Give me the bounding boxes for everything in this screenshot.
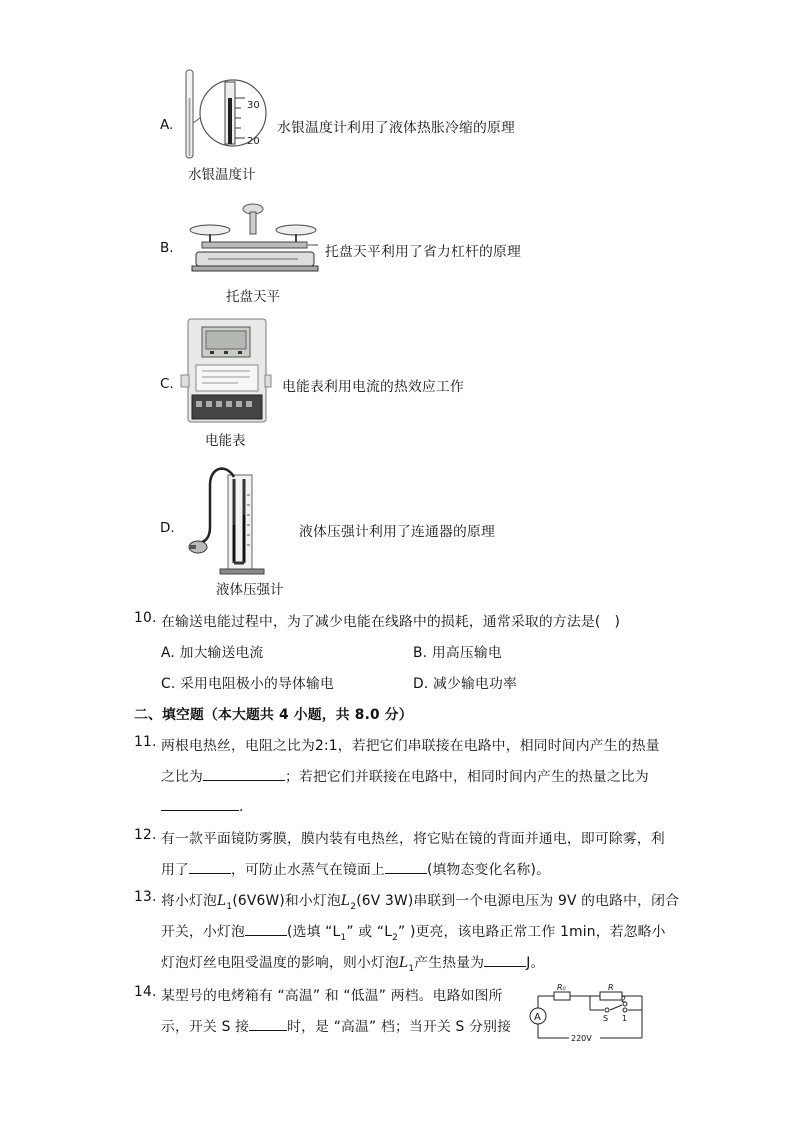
q13-text-i: 产生热量为 <box>414 955 485 971</box>
switch-s <box>610 1005 622 1010</box>
switch-label: S <box>603 1014 609 1023</box>
q12-answer-blank-2[interactable] <box>385 859 427 874</box>
option-d-caption: 液体压强计 <box>216 582 284 598</box>
q13-l1-symbol: L <box>217 893 227 909</box>
resistor-r <box>600 992 622 1000</box>
q13-text-a: 将小灯泡 <box>161 893 217 909</box>
q13-text-c: (6V 3W)串联到一个电源电压为 9V 的电路中，闭合 <box>356 893 680 909</box>
q10-choice-b: B. 用高压输电 <box>413 645 502 661</box>
thermometer-scale-bottom: 20 <box>247 136 260 147</box>
option-d-text: 液体压强计利用了连通器的原理 <box>299 524 495 540</box>
section-heading: 二、填空题（本大题共 4 小题，共 8.0 分） <box>134 707 413 723</box>
q14-text-b: 时，是 “高温” 档；当开关 S 分别接 <box>287 1019 512 1035</box>
balance-scale-icon <box>188 200 323 285</box>
q11-answer-blank-1[interactable] <box>203 766 285 781</box>
q13-text-f: ” 或 “L <box>346 924 393 940</box>
q10-choice-a: A. 加大输送电流 <box>161 645 264 661</box>
option-d-letter: D. <box>160 520 175 536</box>
q13-line3 <box>161 951 545 974</box>
q13-answer-blank-1[interactable] <box>245 921 287 936</box>
option-b-caption: 托盘天平 <box>226 289 280 305</box>
ammeter-label: A <box>534 1012 541 1023</box>
q13-l1-symbol-2: L <box>398 955 409 971</box>
r0-label: R₀ <box>557 983 566 992</box>
q14-line2 <box>161 1015 511 1035</box>
voltage-label: 220V <box>571 1034 592 1043</box>
q14-line1: 某型号的电烤箱有 “高温” 和 “低温” 两档。电路如图所 <box>161 988 503 1004</box>
option-a-letter: A. <box>160 117 174 133</box>
option-c-caption: 电能表 <box>205 433 246 449</box>
q13-opt2-sub: 2 <box>392 932 399 943</box>
circuit-diagram <box>524 980 652 1046</box>
electric-meter-icon <box>178 317 273 425</box>
q11-text-b: ；若把它们并联接在电路中，相同时间内产生的热量之比为 <box>285 769 649 785</box>
q12-line1: 有一款平面镜防雾膜，膜内装有电热丝，将它贴在镜的背面并通电，即可除雾，利 <box>161 831 665 847</box>
q14-answer-blank-1[interactable] <box>249 1016 287 1031</box>
q10-choice-c: C. 采用电阻极小的导体输电 <box>161 676 334 692</box>
q13-text-d: 开关，小灯泡 <box>161 924 245 940</box>
thermometer-scale-top: 30 <box>247 100 260 111</box>
q13-number: 13. <box>134 889 157 905</box>
switch-pos2-label: 2 <box>621 995 627 1004</box>
option-a-text: 水银温度计利用了液体热胀冷缩的原理 <box>277 120 515 136</box>
q13-text-j: J。 <box>526 955 545 971</box>
q13-l1-sub-2: 1 <box>408 963 415 974</box>
switch-pos1-label: 1 <box>622 1014 628 1023</box>
q11-line3 <box>161 796 244 815</box>
q10-choice-d: D. 减少输电功率 <box>413 676 517 692</box>
q12-number: 12. <box>134 827 157 843</box>
q13-text-b: (6V6W)和小灯泡 <box>232 893 341 909</box>
q13-text-g: ” )更亮，该电路正常工作 1min，若忽略小 <box>398 924 666 940</box>
option-b-letter: B. <box>160 240 174 256</box>
q13-answer-blank-2[interactable] <box>484 952 526 967</box>
resistor-r0 <box>554 992 570 1000</box>
q12-answer-blank-1[interactable] <box>189 859 231 874</box>
q13-text-e: (选填 “L <box>286 924 341 940</box>
q13-line1 <box>161 889 679 912</box>
q10-stem: 在输送电能过程中，为了减少电能在线路中的损耗，通常采取的方法是( ) <box>161 614 621 630</box>
option-a-caption: 水银温度计 <box>188 167 256 183</box>
q12-line2 <box>161 858 550 878</box>
q11-line2 <box>161 765 649 785</box>
q12-text-a: 用了 <box>161 862 189 878</box>
option-b-text: 托盘天平利用了省力杠杆的原理 <box>325 244 521 260</box>
q13-opt1-sub: 1 <box>340 932 347 943</box>
q13-text-h: 灯泡灯丝电阻受温度的影响，则小灯泡 <box>161 955 399 971</box>
q11-answer-blank-2[interactable] <box>161 796 239 811</box>
q10-number: 10. <box>134 610 157 626</box>
option-c-letter: C. <box>160 376 174 392</box>
q11-line1: 两根电热丝，电阻之比为2:1，若把它们串联接在电路中，相同时间内产生的热量 <box>161 738 660 754</box>
option-c-text: 电能表利用电流的热效应工作 <box>282 379 464 395</box>
pressure-gauge-icon <box>186 465 276 577</box>
r-label: R <box>608 983 614 992</box>
q12-text-c: (填物态变化名称)。 <box>426 862 551 878</box>
q13-l2-sub: 2 <box>350 901 357 912</box>
thermometer-icon <box>183 68 273 163</box>
q11-line3-end: . <box>239 799 244 815</box>
q14-number: 14. <box>134 984 157 1000</box>
q14-text-a: 示，开关 S 接 <box>161 1019 250 1035</box>
q13-l2-symbol: L <box>340 893 351 909</box>
q13-line2 <box>161 920 666 943</box>
q11-number: 11. <box>134 734 157 750</box>
q13-l1-sub: 1 <box>226 901 233 912</box>
q12-text-b: ，可防止水蒸气在镜面上 <box>231 862 385 878</box>
q11-text-a: 之比为 <box>161 769 203 785</box>
